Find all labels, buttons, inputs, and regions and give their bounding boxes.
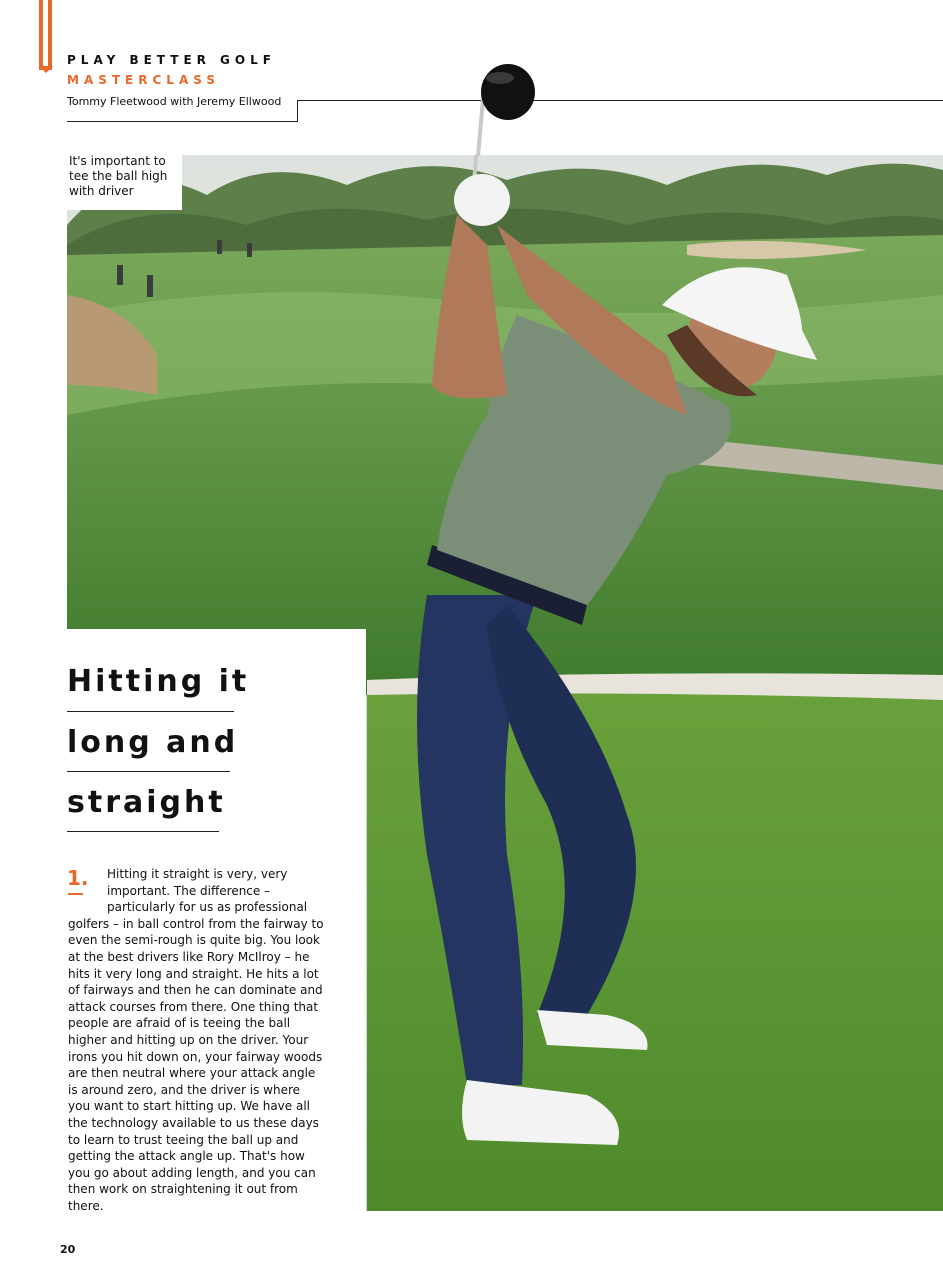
section-tab-marker [39,0,53,72]
headline-rule-2 [67,771,230,772]
headline-line-2: long and [67,725,239,760]
section-label: PLAY BETTER GOLF [67,53,276,67]
photo-caption: It's important to tee the ball high with driver [69,154,168,198]
header-rule-left [67,121,298,122]
series-label: MASTERCLASS [67,73,220,87]
article-body [68,866,324,1214]
headline-line-3: straight [67,785,226,820]
driver-club-head [470,58,540,158]
step-number: 1. [67,866,89,890]
headline-rule-1 [67,711,234,712]
byline: Tommy Fleetwood with Jeremy Ellwood [67,95,282,108]
headline-rule-3 [67,831,219,832]
page-number: 20 [60,1243,76,1256]
article-body-text: Hitting it straight is very, very important. The difference – particularly for us as professional golfers – in ball control from the fairway to even the semi-rough is quite big. You look at the best drivers like Rory McIlroy – he hits it very long and straight. He hits a lot of fairways and then he can dominate and attack courses from there. One thing that people are afraid of is teeing the ball higher and hitting up on the driver. Your irons you hit down on, your fairway woods are then neutral where your attack angle is around zero, and the driver is where you want to start hitting up. We have all the technology available to us these days to learn to trust teeing the ball up and getting the attack angle up. That's how you go about adding length, and you can then work on straightening it out from there. [68,867,324,1213]
headline-line-1: Hitting it [67,664,250,699]
header-rule-step [297,100,298,122]
header-rule-right [297,100,943,101]
